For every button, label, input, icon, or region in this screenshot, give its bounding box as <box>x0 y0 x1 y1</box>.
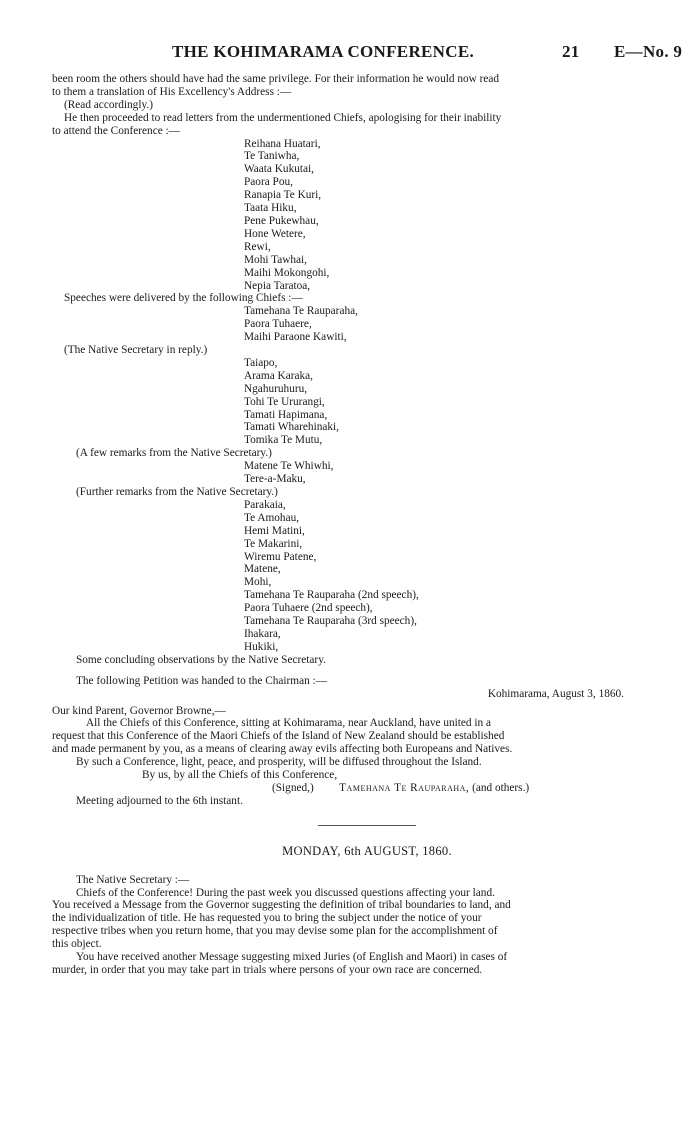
secretary-remarks: (A few remarks from the Native Secretary.) <box>76 447 272 460</box>
chief-name: Pene Pukewhau, <box>244 214 319 227</box>
chief-name: Paora Pou, <box>244 176 293 189</box>
speaker-name: Hemi Matini, <box>244 524 305 537</box>
speech-line: You received a Message from the Governor suggesting the definition of tribal boundaries to land, and <box>52 899 511 912</box>
speaker-heading: The Native Secretary :— <box>76 873 190 886</box>
speaker-name: Ngahuruhuru, <box>244 382 308 395</box>
intro-line: to them a translation of His Excellency's Address :— <box>52 85 292 98</box>
speaker-name: Tomika Te Mutu, <box>244 434 323 447</box>
speaker-name: Tamehana Te Rauparaha, <box>244 305 358 318</box>
speaker-name: Matene, <box>244 563 281 576</box>
chief-name: Nepia Taratoa, <box>244 279 311 292</box>
chief-name: Taata Hiku, <box>244 202 297 215</box>
speaker-name: Tamehana Te Rauparaha (2nd speech), <box>244 589 419 602</box>
speaker-name: Wiremu Patene, <box>244 550 317 563</box>
speech-line: Chiefs of the Conference! During the past week you discussed questions affecting your land. <box>76 886 495 899</box>
speakers-list-3 <box>52 460 682 486</box>
petition-signature <box>52 782 682 795</box>
speeches-intro: Speeches were delivered by the following Chiefs :— <box>64 292 303 305</box>
petition-text-line: By such a Conference, light, peace, and prosperity, will be diffused throughout the Island. <box>76 756 482 769</box>
petition-text-line: and made permanent by you, as a means of clearing away evils affecting both Europeans and Natives. <box>52 743 513 756</box>
speaker-name: Tamati Wharehinaki, <box>244 421 339 434</box>
chief-name: Waata Kukutai, <box>244 163 314 176</box>
header-title: THE KOHIMARAMA CONFERENCE. <box>172 42 475 61</box>
speakers-list-4 <box>52 499 682 654</box>
speech-line: this object. <box>52 938 102 951</box>
secretary-further-remarks: (Further remarks from the Native Secretary.) <box>76 486 278 498</box>
document-reference: E—No. 9 <box>614 42 683 61</box>
speaker-name: Te Makarini, <box>244 537 303 550</box>
chief-name: Rewi, <box>244 240 271 253</box>
speakers-list-2 <box>52 357 682 447</box>
speaker-name: Tamehana Te Rauparaha (3rd speech), <box>244 615 417 628</box>
concluding-observations: Some concluding observations by the Native Secretary. <box>76 653 326 666</box>
speech-line: respective tribes when you return home, that you may devise some plan for the accomplishment of <box>52 925 498 938</box>
speech-line: You have received another Message suggesting mixed Juries (of English and Maori) in cases of <box>76 951 508 964</box>
speech-line: the individualization of title. He has requested you to bring the subject under the notice of your <box>52 912 482 925</box>
petition-dateline: Kohimarama, August 3, 1860. <box>487 687 624 700</box>
page-number: 21 <box>562 42 580 61</box>
speaker-name: Parakaia, <box>244 498 286 511</box>
chief-name: Reihana Huatari, <box>244 137 321 150</box>
speaker-name: Tohi Te Ururangi, <box>244 395 325 408</box>
speech-line: murder, in order that you may take part in trials where persons of your own race are concerned. <box>52 964 483 976</box>
petition-text-line: request that this Conference of the Maori Chiefs of the Island of New Zealand should be established <box>52 730 505 743</box>
monday-heading: MONDAY, 6th AUGUST, 1860. <box>282 843 452 858</box>
speakers-list-1 <box>52 305 682 344</box>
petition-intro: The following Petition was handed to the Chairman :— <box>76 674 327 687</box>
intro-line: been room the others should have had the same privilege. For their information he would now read <box>52 73 500 85</box>
signed-label: (Signed,) <box>272 781 314 794</box>
letters-line: to attend the Conference :— <box>52 124 180 137</box>
petition-closing: By us, by all the Chiefs of this Conference, <box>142 769 338 782</box>
signatory-name: Tamehana Te Rauparaha, <box>339 781 470 794</box>
chief-name: Ranapia Te Kuri, <box>244 189 322 202</box>
speaker-name: Te Amohau, <box>244 511 300 524</box>
apologies-list <box>52 138 682 293</box>
petition-salutation: Our kind Parent, Governor Browne,— <box>52 704 226 717</box>
running-header <box>0 42 700 64</box>
adjournment-note: Meeting adjourned to the 6th instant. <box>76 794 243 807</box>
chief-name: Te Taniwha, <box>244 150 300 163</box>
speaker-name: Paora Tuhaere (2nd speech), <box>244 602 373 615</box>
speaker-name: Maihi Paraone Kawiti, <box>244 331 347 344</box>
speaker-name: Hukiki, <box>244 640 279 653</box>
speaker-name: Matene Te Whiwhi, <box>244 460 334 473</box>
secretary-reply: (The Native Secretary in reply.) <box>64 344 208 357</box>
chief-name: Maihi Mokongohi, <box>244 266 330 279</box>
letters-line: He then proceeded to read letters from the undermentioned Chiefs, apologising for their inability <box>64 111 502 124</box>
read-note: (Read accordingly.) <box>64 98 153 111</box>
chief-name: Hone Wetere, <box>244 227 306 240</box>
speaker-name: Tere-a-Maku, <box>244 473 306 486</box>
speaker-name: Tamati Hapimana, <box>244 408 328 421</box>
speaker-name: Ihakara, <box>244 627 281 640</box>
speaker-name: Arama Karaka, <box>244 369 313 382</box>
page-body <box>52 73 682 977</box>
chief-name: Mohi Tawhai, <box>244 253 308 266</box>
speaker-name: Mohi, <box>244 576 272 589</box>
speaker-name: Taiapo, <box>244 356 278 369</box>
petition-text-line: All the Chiefs of this Conference, sitting at Kohimarama, near Auckland, have united in a <box>86 717 492 730</box>
signatory-others: (and others.) <box>472 781 530 794</box>
speaker-name: Paora Tuhaere, <box>244 318 312 331</box>
